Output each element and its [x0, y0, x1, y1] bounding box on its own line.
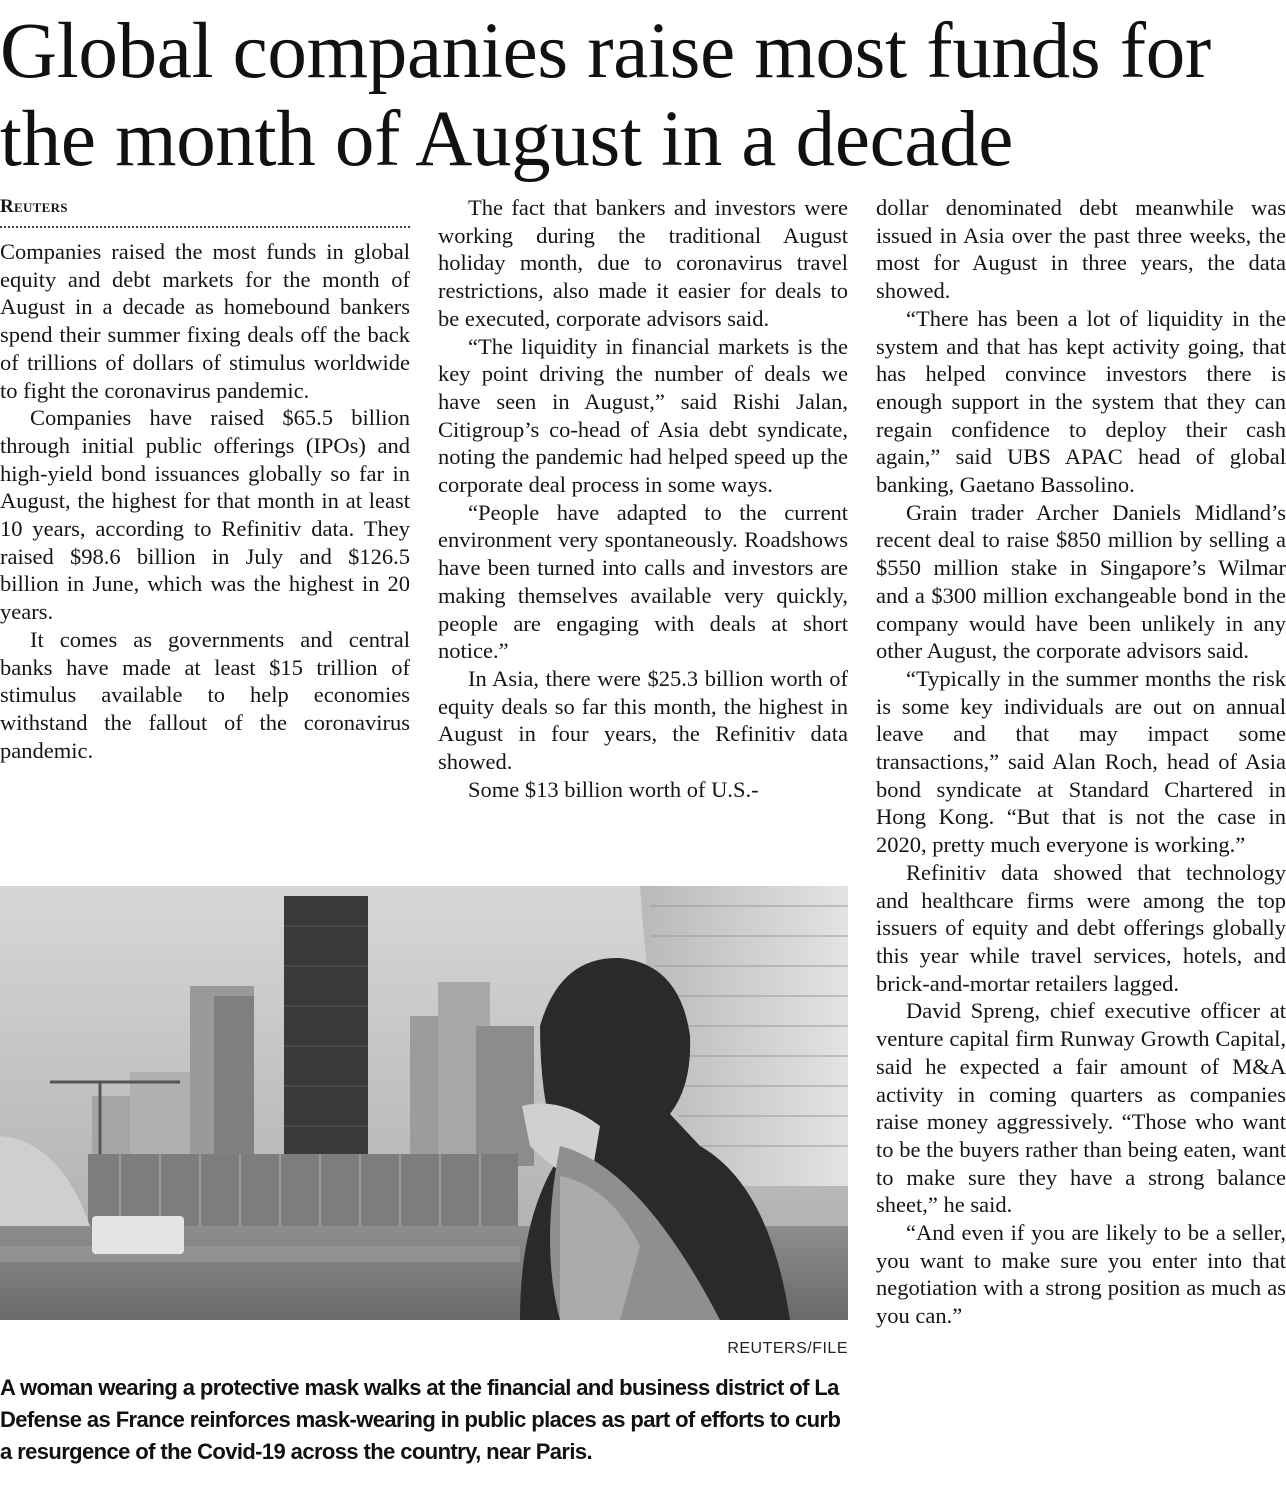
headline: Global companies raise most funds for the month of August in a decade — [0, 8, 1211, 183]
article-paragraph: David Spreng, chief executive officer at venture capital firm Runway Growth Capital, said he expected a fair amount of M&A activity in coming quarters as companies raise money aggressively. “Those who want to be the buyers rather than being eaten, want to make sure they have a strong balance sheet,” he said. — [876, 998, 1286, 1218]
article-column-2 — [438, 194, 848, 803]
article-paragraph: “There has been a lot of liquidity in the system and that has kept activity going, that has helped convince investors there is enough support in the system that they can regain confidence to deploy their cash again,” said UBS APAC head of global banking, Gaetano Bassolino. — [876, 305, 1286, 498]
article-paragraph: Companies have raised $65.5 billion through initial public offerings (IPOs) and high-yield bond issuances globally so far in August, the highest for that month in at least 10 years, according to Refinitiv data. They raised $98.6 billion in July and $126.5 billion in June, which was the highest in 20 years. — [0, 405, 410, 625]
article-paragraph: It comes as governments and central banks have made at least $15 trillion of stimulus available to help economies withstand the fallout of the coronavirus pandemic. — [0, 626, 410, 763]
article-paragraph: Companies raised the most funds in global equity and debt markets for the month of August in a decade as homebound bankers spend their summer fixing deals off the back of trillions of dollars of stimulus worldwide to fight the coronavirus pandemic. — [0, 239, 410, 403]
article-paragraph: dollar denominated debt meanwhile was issued in Asia over the past three weeks, the most for August in three years, the data showed. — [876, 195, 1286, 304]
byline: Reuters — [0, 194, 410, 228]
article-column-3 — [876, 194, 1286, 1330]
article-paragraph: Grain trader Archer Daniels Midland’s recent deal to raise $850 million by selling a $550 million stake in Singapore’s Wilmar and a $300 million exchangeable bond in the company would have been unlikely in any other August, the corporate advisors said. — [876, 499, 1286, 664]
article-paragraph: “And even if you are likely to be a seller, you want to make sure you enter into that negotiation with a strong position as much as you can.” — [876, 1220, 1286, 1329]
la-defense-photo-illustration — [0, 886, 848, 1320]
article-paragraph: “People have adapted to the current environment very spontaneously. Roadshows have been turned into calls and investors are making themselves available very quickly, people are engaging with deals at short notice.” — [438, 499, 848, 664]
article-column-1 — [0, 194, 410, 764]
article-paragraph: Some $13 billion worth of U.S.- — [468, 776, 759, 802]
article-paragraph: The fact that bankers and investors were working during the traditional August holiday month, due to coronavirus travel restrictions, also made it easier for deals to be executed, corporate advisors said. — [438, 195, 848, 331]
photo-caption: A woman wearing a protective mask walks at the financial and business district of La Defense as France reinforces mask-wearing in public places as part of efforts to curb a resurgence of the Covid-19 across the country, near Paris. — [0, 1375, 841, 1464]
article-paragraph: Refinitiv data showed that technology and healthcare firms were among the top issuers of equity and debt offerings globally this year while travel services, hotels, and brick-and-mortar retailers lagged. — [876, 859, 1286, 996]
article-paragraph: “Typically in the summer months the risk is some key individuals are out on annual leave and that may impact some transactions,” said Alan Roch, head of Asia bond syndicate at Standard Chartered in Hong Kong. “But that is not the case in 2020, pretty much everyone is working.” — [876, 665, 1286, 858]
article-paragraph: “The liquidity in financial markets is the key point driving the number of deals we have seen in August,” said Rishi Jalan, Citigroup’s co-head of Asia debt syndicate, noting the pandemic had helped speed up the corporate deal process in some ways. — [438, 333, 848, 498]
photo-credit: REUTERS/FILE — [727, 1340, 848, 1357]
article-paragraph: In Asia, there were $25.3 billion worth of equity deals so far this month, the highest in August in four years, the Refinitiv data showed. — [438, 665, 848, 775]
news-photo — [0, 886, 848, 1320]
